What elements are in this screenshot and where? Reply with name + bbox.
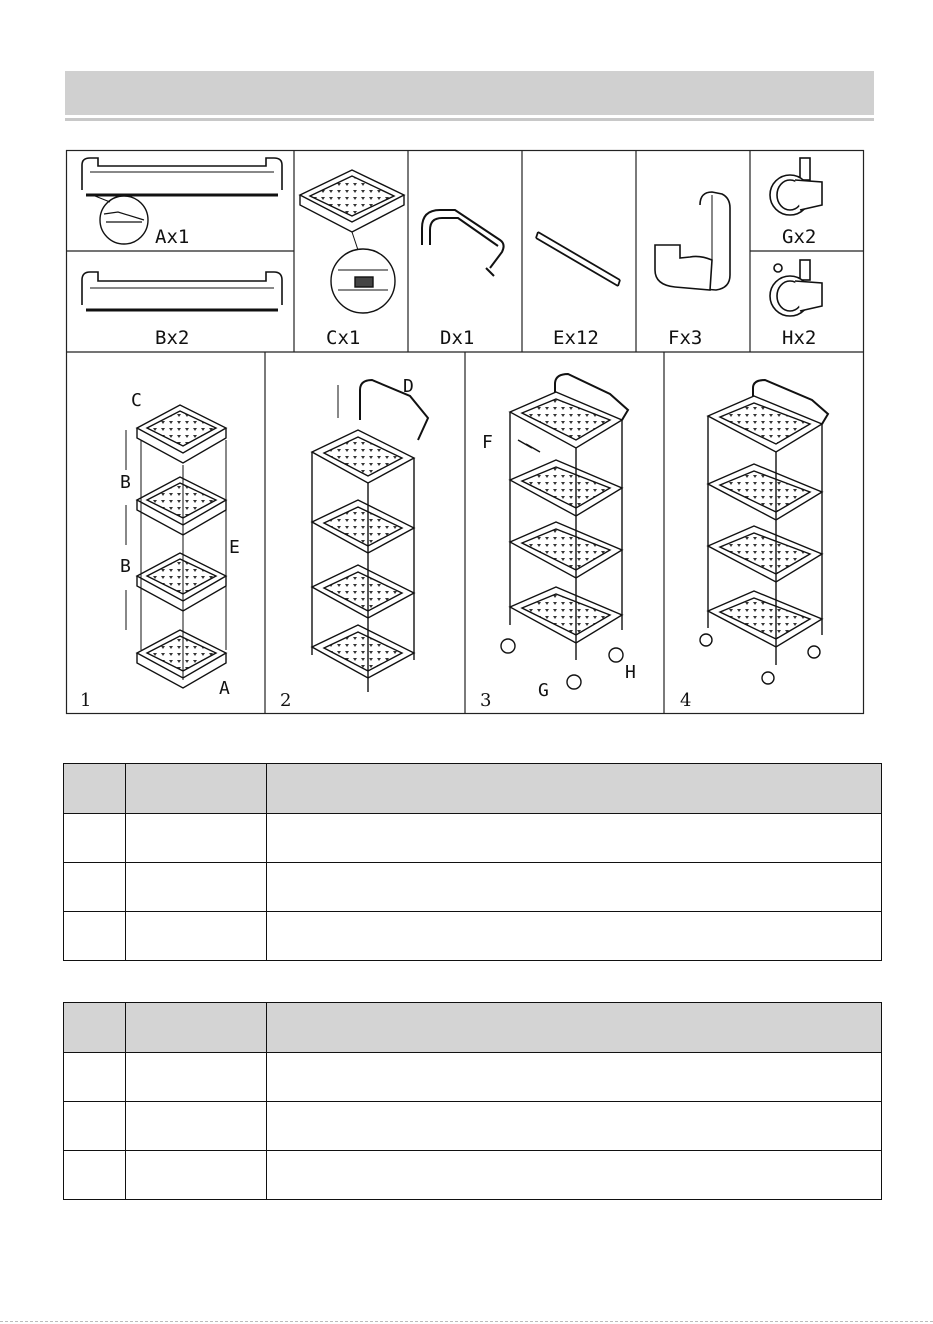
table-cell	[126, 912, 267, 961]
table-cell	[126, 1053, 267, 1102]
table-header-cell	[267, 764, 882, 814]
table-cell	[64, 1151, 126, 1200]
table-row	[64, 863, 882, 912]
table-cell	[267, 1053, 882, 1102]
part-f-label: Fx3	[668, 327, 703, 349]
step-3-number: 3	[480, 690, 492, 711]
table-header-row	[64, 764, 882, 814]
part-b-drawing	[82, 272, 282, 310]
table-row	[64, 912, 882, 961]
part-h-drawing	[770, 260, 822, 316]
step-3-callout-h: H	[625, 662, 636, 683]
part-d-drawing	[422, 210, 504, 276]
table-cell	[64, 912, 126, 961]
step-2-number: 2	[280, 690, 292, 711]
table-header-row	[64, 1003, 882, 1053]
step-1-callout-b-lower: B	[120, 556, 131, 577]
table-row	[64, 1151, 882, 1200]
step-4-drawing	[700, 380, 828, 684]
step-1-callout-e: E	[229, 537, 240, 558]
bottom-dashed-rule	[0, 1321, 933, 1322]
table-cell	[126, 814, 267, 863]
table-cell	[64, 1102, 126, 1151]
part-c-label: Cx1	[326, 327, 361, 349]
table-header-cell	[126, 764, 267, 814]
step-3-drawing	[501, 374, 628, 689]
part-g-label: Gx2	[782, 226, 817, 248]
part-c-drawing	[300, 170, 404, 313]
step-2-callout-d: D	[403, 376, 414, 397]
step-1-callout-a: A	[219, 678, 230, 699]
table-cell	[267, 814, 882, 863]
table-cell	[126, 863, 267, 912]
table-header-cell	[64, 764, 126, 814]
table-cell	[64, 863, 126, 912]
part-h-label: Hx2	[782, 327, 817, 349]
table-cell	[64, 814, 126, 863]
table-cell	[64, 1053, 126, 1102]
table-row	[64, 1102, 882, 1151]
spec-table-1	[63, 763, 882, 961]
table-cell	[267, 863, 882, 912]
table-row	[64, 814, 882, 863]
table-cell	[267, 912, 882, 961]
table-cell	[126, 1151, 267, 1200]
table-header-cell	[126, 1003, 267, 1053]
step-1-callout-c: C	[131, 390, 142, 411]
table-cell	[126, 1102, 267, 1151]
step-1-callout-b-upper: B	[120, 472, 131, 493]
step-3-callout-f: F	[482, 432, 493, 453]
part-e-drawing	[536, 232, 620, 286]
table-row	[64, 1053, 882, 1102]
part-a-label: Ax1	[155, 226, 190, 248]
part-e-label: Ex12	[553, 327, 599, 349]
table-header-cell	[267, 1003, 882, 1053]
table-header-cell	[64, 1003, 126, 1053]
part-f-drawing	[655, 192, 730, 290]
part-d-label: Dx1	[440, 327, 475, 349]
step-3-callout-g: G	[538, 680, 549, 701]
part-b-label: Bx2	[155, 327, 190, 349]
step-1-drawing	[126, 405, 226, 688]
part-g-drawing	[770, 158, 822, 215]
step-2-drawing	[312, 380, 428, 692]
table-cell	[267, 1151, 882, 1200]
step-1-number: 1	[80, 690, 92, 711]
step-4-number: 4	[680, 690, 692, 711]
spec-table-2	[63, 1002, 882, 1200]
table-cell	[267, 1102, 882, 1151]
